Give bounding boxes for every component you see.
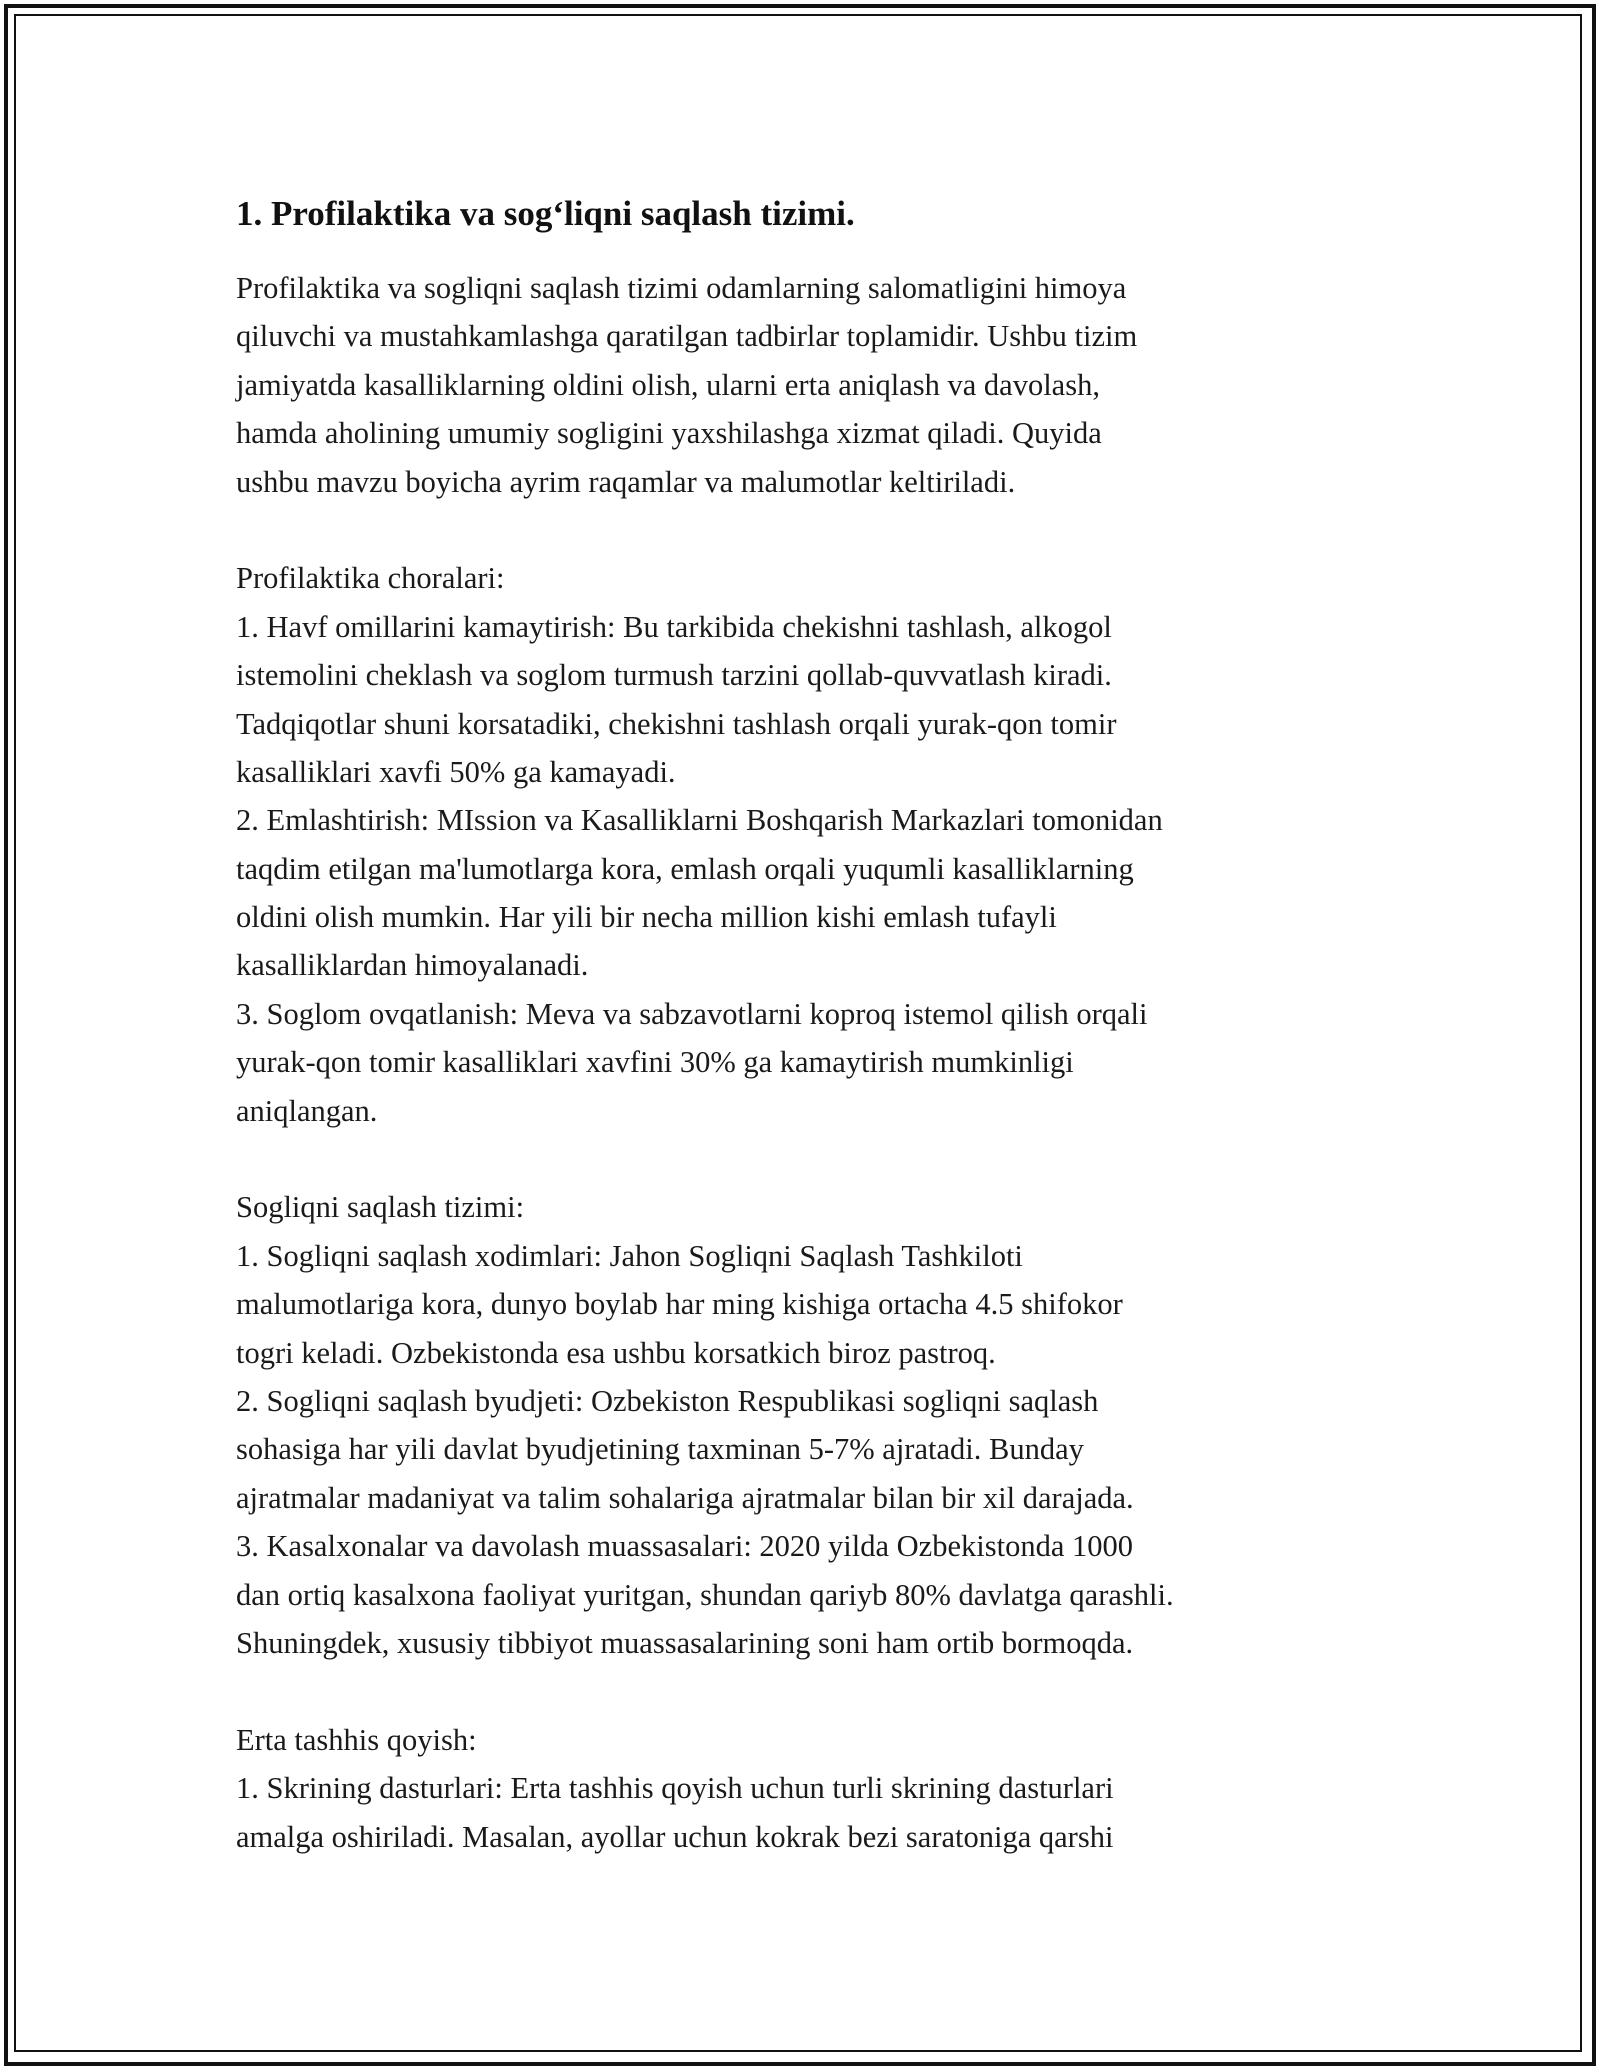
text-line: hamda aholining umumiy sogligini yaxshilashga xizmat qiladi. Quyida <box>236 416 1102 451</box>
section-sogliqni-saqlash-tizimi <box>236 1183 1386 1667</box>
text-line: 3. Soglom ovqatlanish: Meva va sabzavotlarni koproq istemol qilish orqali <box>236 996 1148 1031</box>
text-line: Profilaktika va sogliqni saqlash tizimi odamlarning salomatligini himoya <box>236 271 1127 305</box>
text-line: jamiyatda kasalliklarning oldini olish, ularni erta aniqlash va davolash, <box>236 367 1100 402</box>
text-line: 1. Skrining dasturlari: Erta tashhis qoyish uchun turli skrining dasturlari <box>236 1771 1114 1806</box>
section-profilaktika-choralari <box>236 554 1386 1135</box>
text-line: qiluvchi va mustahkamlashga qaratilgan tadbirlar toplamidir. Ushbu tizim <box>236 319 1138 354</box>
section-heading: Sogliqni saqlash tizimi: <box>236 1190 525 1225</box>
text-line: malumotlariga kora, dunyo boylab har ming kishiga ortacha 4.5 shifokor <box>236 1287 1123 1322</box>
document-page <box>236 190 1386 1861</box>
section-heading: Profilaktika choralari: <box>236 561 505 596</box>
text-line: 2. Sogliqni saqlash byudjeti: Ozbekiston Respublikasi sogliqni saqlash <box>236 1383 1099 1418</box>
document-title: 1. Profilaktika va sog‘liqni saqlash tizimi. <box>236 194 855 233</box>
text-line: 3. Kasalxonalar va davolash muassasalari: 2020 yilda Ozbekistonda 1000 <box>236 1529 1133 1564</box>
text-line: Tadqiqotlar shuni korsatadiki, chekishni tashlash orqali yurak-qon tomir <box>236 706 1117 741</box>
text-line: kasalliklardan himoyalanadi. <box>236 948 589 983</box>
paragraph-spacer <box>236 506 1386 554</box>
text-line: taqdim etilgan ma'lumotlarga kora, emlash orqali yuqumli kasalliklarning <box>236 851 1134 886</box>
text-line: sohasiga har yili davlat byudjetining taxminan 5-7% ajratadi. Bunday <box>236 1432 1084 1467</box>
text-line: ushbu mavzu boyicha ayrim raqamlar va malumotlar keltiriladi. <box>236 464 1016 499</box>
paragraph-spacer <box>236 1667 1386 1715</box>
text-line: ajratmalar madaniyat va talim sohalariga ajratmalar bilan bir xil darajada. <box>236 1480 1134 1515</box>
text-line: istemolini cheklash va soglom turmush tarzini qollab-quvvatlash kiradi. <box>236 658 1112 693</box>
text-line: togri keladi. Ozbekistonda esa ushbu korsatkich biroz pastroq. <box>236 1335 996 1370</box>
text-line: amalga oshiriladi. Masalan, ayollar uchun kokrak bezi saratoniga qarshi <box>236 1819 1114 1854</box>
text-line: oldini olish mumkin. Har yili bir necha million kishi emlash tufayli <box>236 900 1057 935</box>
section-erta-tashhis <box>236 1716 1386 1861</box>
text-line: kasalliklari xavfi 50% ga kamayadi. <box>236 754 676 789</box>
paragraph-spacer <box>236 1135 1386 1183</box>
text-line: dan ortiq kasalxona faoliyat yuritgan, shundan qariyb 80% davlatga qarashli. <box>236 1577 1174 1612</box>
text-line: Shuningdek, xususiy tibbiyot muassasalarining soni ham ortib bormoqda. <box>236 1625 1134 1660</box>
text-line: 2. Emlashtirish: MIssion va Kasalliklarni Boshqarish Markazlari tomonidan <box>236 803 1163 838</box>
text-line: yurak-qon tomir kasalliklari xavfini 30% ga kamaytirish mumkinligi <box>236 1045 1074 1080</box>
intro-paragraph <box>236 264 1386 506</box>
text-line: 1. Havf omillarini kamaytirish: Bu tarkibida chekishni tashlash, alkogol <box>236 609 1112 644</box>
text-line: aniqlangan. <box>236 1093 378 1128</box>
text-line: 1. Sogliqni saqlash xodimlari: Jahon Sogliqni Saqlash Tashkiloti <box>236 1238 1023 1273</box>
section-heading: Erta tashhis qoyish: <box>236 1722 477 1757</box>
